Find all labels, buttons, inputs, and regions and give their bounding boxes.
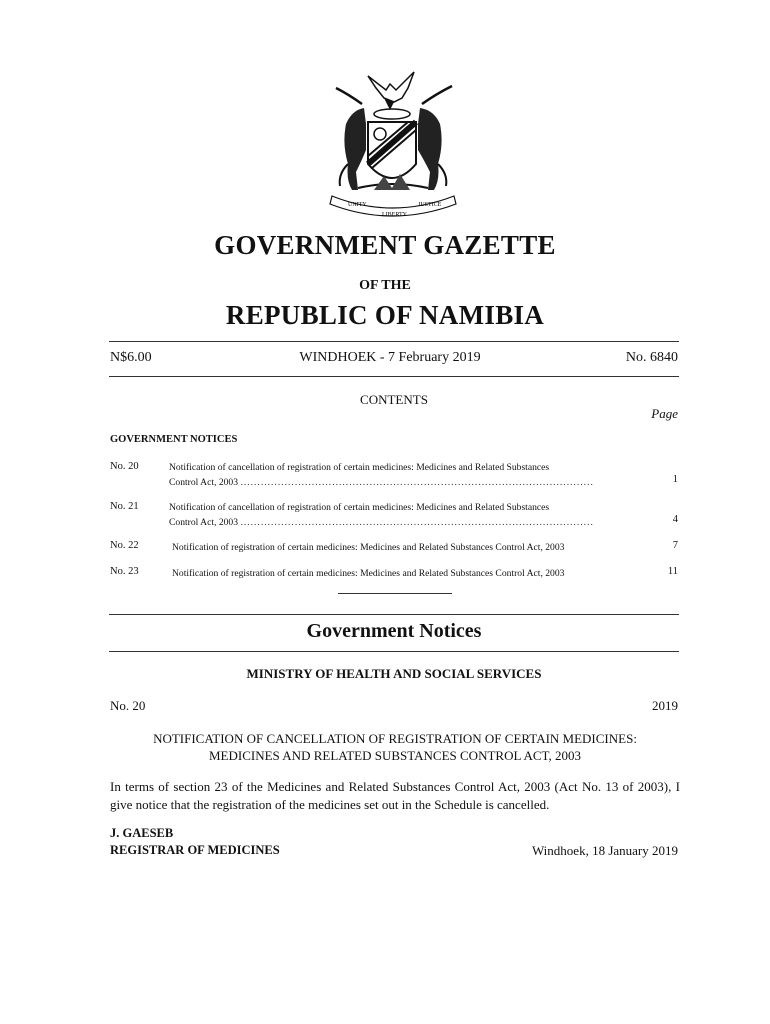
entry-number: No. 21	[110, 501, 139, 512]
entry-page: 7	[672, 540, 678, 551]
entry-number: No. 20	[110, 461, 139, 472]
contents-end-rule	[338, 593, 452, 594]
motto-justice: JUSTICE	[418, 202, 442, 208]
country-title: REPUBLIC OF NAMIBIA	[225, 300, 545, 330]
entry-line: Notification of cancellation of registration of certain medicines: Medicines and Related Substances	[169, 462, 550, 473]
notice-year: 2019	[652, 698, 678, 713]
divider	[109, 614, 679, 615]
entry-number: No. 22	[110, 540, 139, 551]
section-heading: GOVERNMENT NOTICES	[110, 434, 238, 445]
entry-description[interactable]: Notification of registration of certain medicines: Medicines and Related Substances Control Act, 2003	[172, 542, 565, 553]
entry-description[interactable]	[169, 460, 639, 490]
signed-place-date: Windhoek, 18 January 2019	[531, 843, 678, 858]
notice-number: No. 20	[110, 698, 146, 713]
entry-description[interactable]	[169, 500, 639, 530]
divider	[109, 651, 679, 652]
entry-line: Notification of cancellation of registration of certain medicines: Medicines and Related Substances	[169, 502, 550, 513]
price: N$6.00	[110, 350, 152, 365]
entry-page: 11	[667, 566, 678, 577]
place-date: WINDHOEK - 7 February 2019	[299, 350, 481, 365]
divider	[109, 341, 679, 342]
notice-body: In terms of section 23 of the Medicines and Related Substances Control Act, 2003 (Act No. 13 of 2003), I give notice that the registration of the medicines set out in the Schedule is cancelled.	[110, 779, 680, 812]
entry-page: 4	[672, 514, 678, 525]
notice-heading	[110, 730, 680, 764]
contents-heading: CONTENTS	[360, 392, 428, 407]
coat-of-arms-icon	[318, 64, 468, 224]
notices-title: Government Notices	[306, 620, 482, 642]
signatory-title: REGISTRAR OF MEDICINES	[110, 843, 280, 857]
motto-unity: UNITY	[348, 202, 367, 208]
gazette-title: GOVERNMENT GAZETTE	[214, 230, 556, 260]
signatory-name: J. GAESEB	[110, 826, 174, 840]
gazette-subtitle: OF THE	[359, 278, 411, 293]
entry-line: Control Act, 2003 ........................................................................................................	[169, 477, 594, 488]
motto-liberty: LIBERTY	[382, 212, 407, 218]
entry-description[interactable]: Notification of registration of certain medicines: Medicines and Related Substances Control Act, 2003	[172, 568, 565, 579]
notice-heading-line: MEDICINES AND RELATED SUBSTANCES CONTROL ACT, 2003	[208, 748, 581, 763]
ministry-heading: MINISTRY OF HEALTH AND SOCIAL SERVICES	[246, 666, 542, 681]
divider	[109, 376, 679, 377]
page-column-label: Page	[651, 406, 678, 421]
notice-heading-line: NOTIFICATION OF CANCELLATION OF REGISTRATION OF CERTAIN MEDICINES:	[153, 731, 637, 746]
entry-page: 1	[672, 474, 678, 485]
entry-line: Control Act, 2003 ........................................................................................................	[169, 517, 594, 528]
issue-number: No. 6840	[625, 350, 678, 365]
entry-number: No. 23	[110, 566, 139, 577]
